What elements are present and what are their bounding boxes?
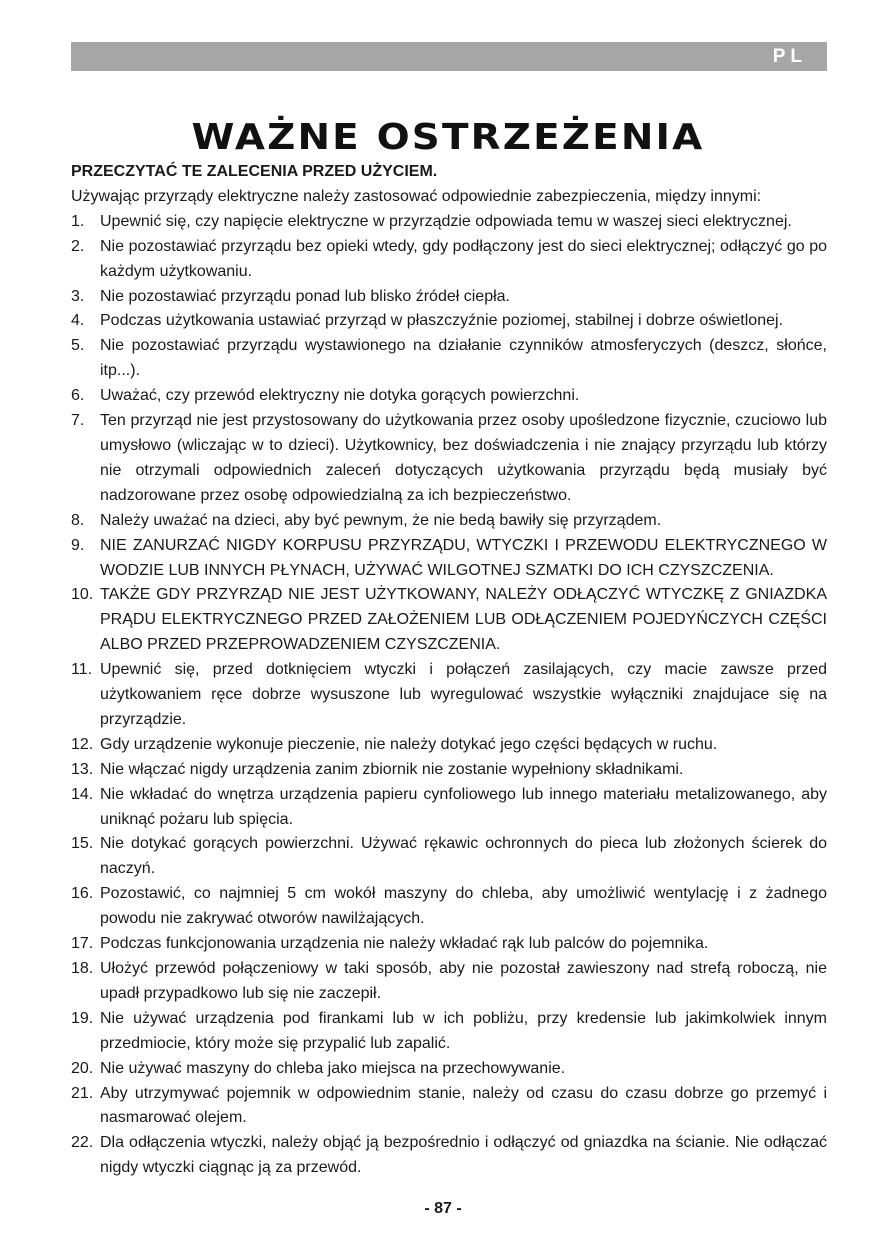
item-text: Podczas funkcjonowania urządzenia nie należy wkładać rąk lub palców do pojemnika. [100, 935, 709, 953]
item-text: Nie pozostawiać przyrządu bez opieki wtedy, gdy podłączony jest do sieci elektrycznej; odłączyć go po każdym użytkowaniu. [100, 237, 827, 280]
item-text: Upewnić się, przed dotknięciem wtyczki i połączeń zasilających, czy macie zawsze przed użytkowaniem ręce dobrze wysuszone lub wyregulować wszystkie wyłączniki znajdujace się na przyrządzie. [100, 661, 827, 728]
warnings-content [71, 160, 827, 1181]
list-item [71, 1007, 827, 1057]
item-number: 7. [71, 412, 85, 430]
item-number: 16. [71, 885, 94, 903]
item-text: Ułożyć przewód połączeniowy w taki sposób, aby nie pozostał zawieszony nad strefą roboczą, nie upadł przypadkowo lub się nie zaczepił. [100, 960, 827, 1002]
list-item [71, 783, 827, 833]
item-number: 22. [71, 1134, 94, 1152]
item-text: Nie używać urządzenia pod firankami lub w ich pobliżu, przy kredensie lub jakimkolwiek innym przedmiocie, który może się przypalić lub zapalić. [100, 1009, 827, 1052]
list-item [71, 882, 827, 932]
page-number: - 87 - [424, 1200, 462, 1217]
list-item [71, 409, 827, 509]
list-item [71, 1131, 827, 1181]
item-number: 20. [71, 1059, 94, 1077]
item-number: 12. [71, 735, 94, 753]
item-text: Nie używać maszyny do chleba jako miejsca na przechowywanie. [100, 1059, 566, 1077]
item-number: 8. [71, 511, 85, 529]
item-text: Ten przyrząd nie jest przystosowany do użytkowania przez osoby upośledzone fizycznie, czuciowo lub umysłowo (wliczając w to dzieci). Użytkownicy, bez doświadczenia i nie znający przyrządu lub którzy nie otrzymali odpowiednich zaleceń dotyczących użytkowania przyrządu będą musiały być nadzorowane przez osobę odpowiedzialną za ich bezpieczeństwo. [100, 412, 827, 504]
item-number: 18. [71, 960, 94, 977]
section-heading: PRZECZYTAĆ TE ZALECENIA PRZED UŻYCIEM. [71, 163, 438, 180]
list-item [71, 957, 827, 1007]
item-text: Aby utrzymywać pojemnik w odpowiednim stanie, należy od czasu do czasu dobrze go przemyć i nasmarować olejem. [100, 1084, 827, 1127]
item-text: Nie pozostawiać przyrządu wystawionego na działanie czynników atmosferyczych (deszcz, słońce, itp...). [100, 337, 827, 380]
list-item [71, 583, 827, 658]
item-number: 19. [71, 1009, 94, 1027]
list-item [71, 384, 827, 409]
list-item [71, 534, 827, 584]
list-item [71, 932, 827, 957]
item-text: Nie wkładać do wnętrza urządzenia papieru cynfoliowego lub innego materiału metalizowanego, aby uniknąć pożaru lub spięcia. [100, 785, 827, 828]
item-text: Podczas użytkowania ustawiać przyrząd w płaszczyźnie poziomej, stabilnej i dobrze oświetlonej. [100, 312, 783, 330]
item-number: 2. [71, 237, 85, 255]
item-number: 11. [71, 661, 93, 679]
item-text: Pozostawić, co najmniej 5 cm wokół maszyny do chleba, aby umożliwić wentylację i z żadnego powodu nie zakrywać otworów nawilżających. [100, 885, 827, 928]
list-item [71, 509, 827, 534]
page-title: WAŻNE OSTRZEŻENIA [191, 117, 705, 159]
item-number: 14. [71, 785, 94, 803]
list-item [71, 733, 827, 758]
item-text: Nie włączać nigdy urządzenia zanim zbiornik nie zostanie wypełniony składnikami. [100, 760, 684, 778]
list-item [71, 1057, 827, 1082]
item-number: 21. [71, 1084, 94, 1102]
list-item [71, 309, 827, 334]
item-text: Gdy urządzenie wykonuje pieczenie, nie należy dotykać jego części będących w ruchu. [100, 735, 718, 753]
item-text: Dla odłączenia wtyczki, należy objąć ją bezpośrednio i odłączyć od gniazdka na ścianie. Nie odłączać nigdy wtyczki ciągnąc ją za przewód. [100, 1134, 827, 1177]
intro-text: Używając przyrządy elektryczne należy zastosować odpowiednie zabezpieczenia, między innymi: [71, 187, 762, 205]
item-number: 9. [71, 536, 85, 554]
item-number: 10. [71, 586, 94, 604]
item-number: 3. [71, 287, 85, 305]
item-text: Nie pozostawiać przyrządu ponad lub blisko źródeł ciepła. [100, 287, 510, 305]
item-number: 17. [71, 935, 94, 953]
list-item [71, 758, 827, 783]
item-number: 6. [71, 387, 85, 405]
item-text: TAKŻE GDY PRZYRZĄD NIE JEST UŻYTKOWANY, NALEŻY ODŁĄCZYĆ WTYCZKĘ Z GNIAZDKA PRĄDU ELEKTRYCZNEGO PRZED ZAŁOŻENIEM LUB ODŁĄCZENIEM POJEDYŃCZYCH CZĘŚCI ALBO PRZED PRZEPROWADZENIEM CZYSZCZENIA. [100, 586, 827, 654]
item-number: 13. [71, 760, 94, 778]
warnings-list [71, 210, 827, 1181]
language-bar [71, 42, 827, 71]
list-item [71, 235, 827, 285]
list-item [71, 210, 827, 235]
list-item [71, 334, 827, 384]
item-text: NIE ZANURZAĆ NIGDY KORPUSU PRZYRZĄDU, WTYCZKI I PRZEWODU ELEKTRYCZNEGO W WODZIE LUB INNYCH PŁYNACH, UŻYWAĆ WILGOTNEJ SZMATKI DO ICH CZYSZCZENIA. [100, 536, 827, 579]
item-number: 15. [71, 835, 94, 853]
item-text: Nie dotykać gorących powierzchni. Używać rękawic ochronnych do pieca lub złożonych ścierek do naczyń. [100, 835, 827, 878]
language-code: PL [772, 46, 807, 67]
item-number: 4. [71, 312, 85, 330]
item-text: Upewnić się, czy napięcie elektryczne w przyrządzie odpowiada temu w waszej sieci elektrycznej. [100, 212, 792, 230]
item-number: 5. [71, 337, 85, 355]
item-text: Uważać, czy przewód elektryczny nie dotyka gorących powierzchni. [100, 387, 580, 405]
item-number: 1. [71, 212, 85, 230]
list-item [71, 285, 827, 310]
list-item [71, 1082, 827, 1132]
list-item [71, 832, 827, 882]
item-text: Należy uważać na dzieci, aby być pewnym, że nie bedą bawiły się przyrządem. [100, 511, 662, 529]
list-item [71, 658, 827, 733]
